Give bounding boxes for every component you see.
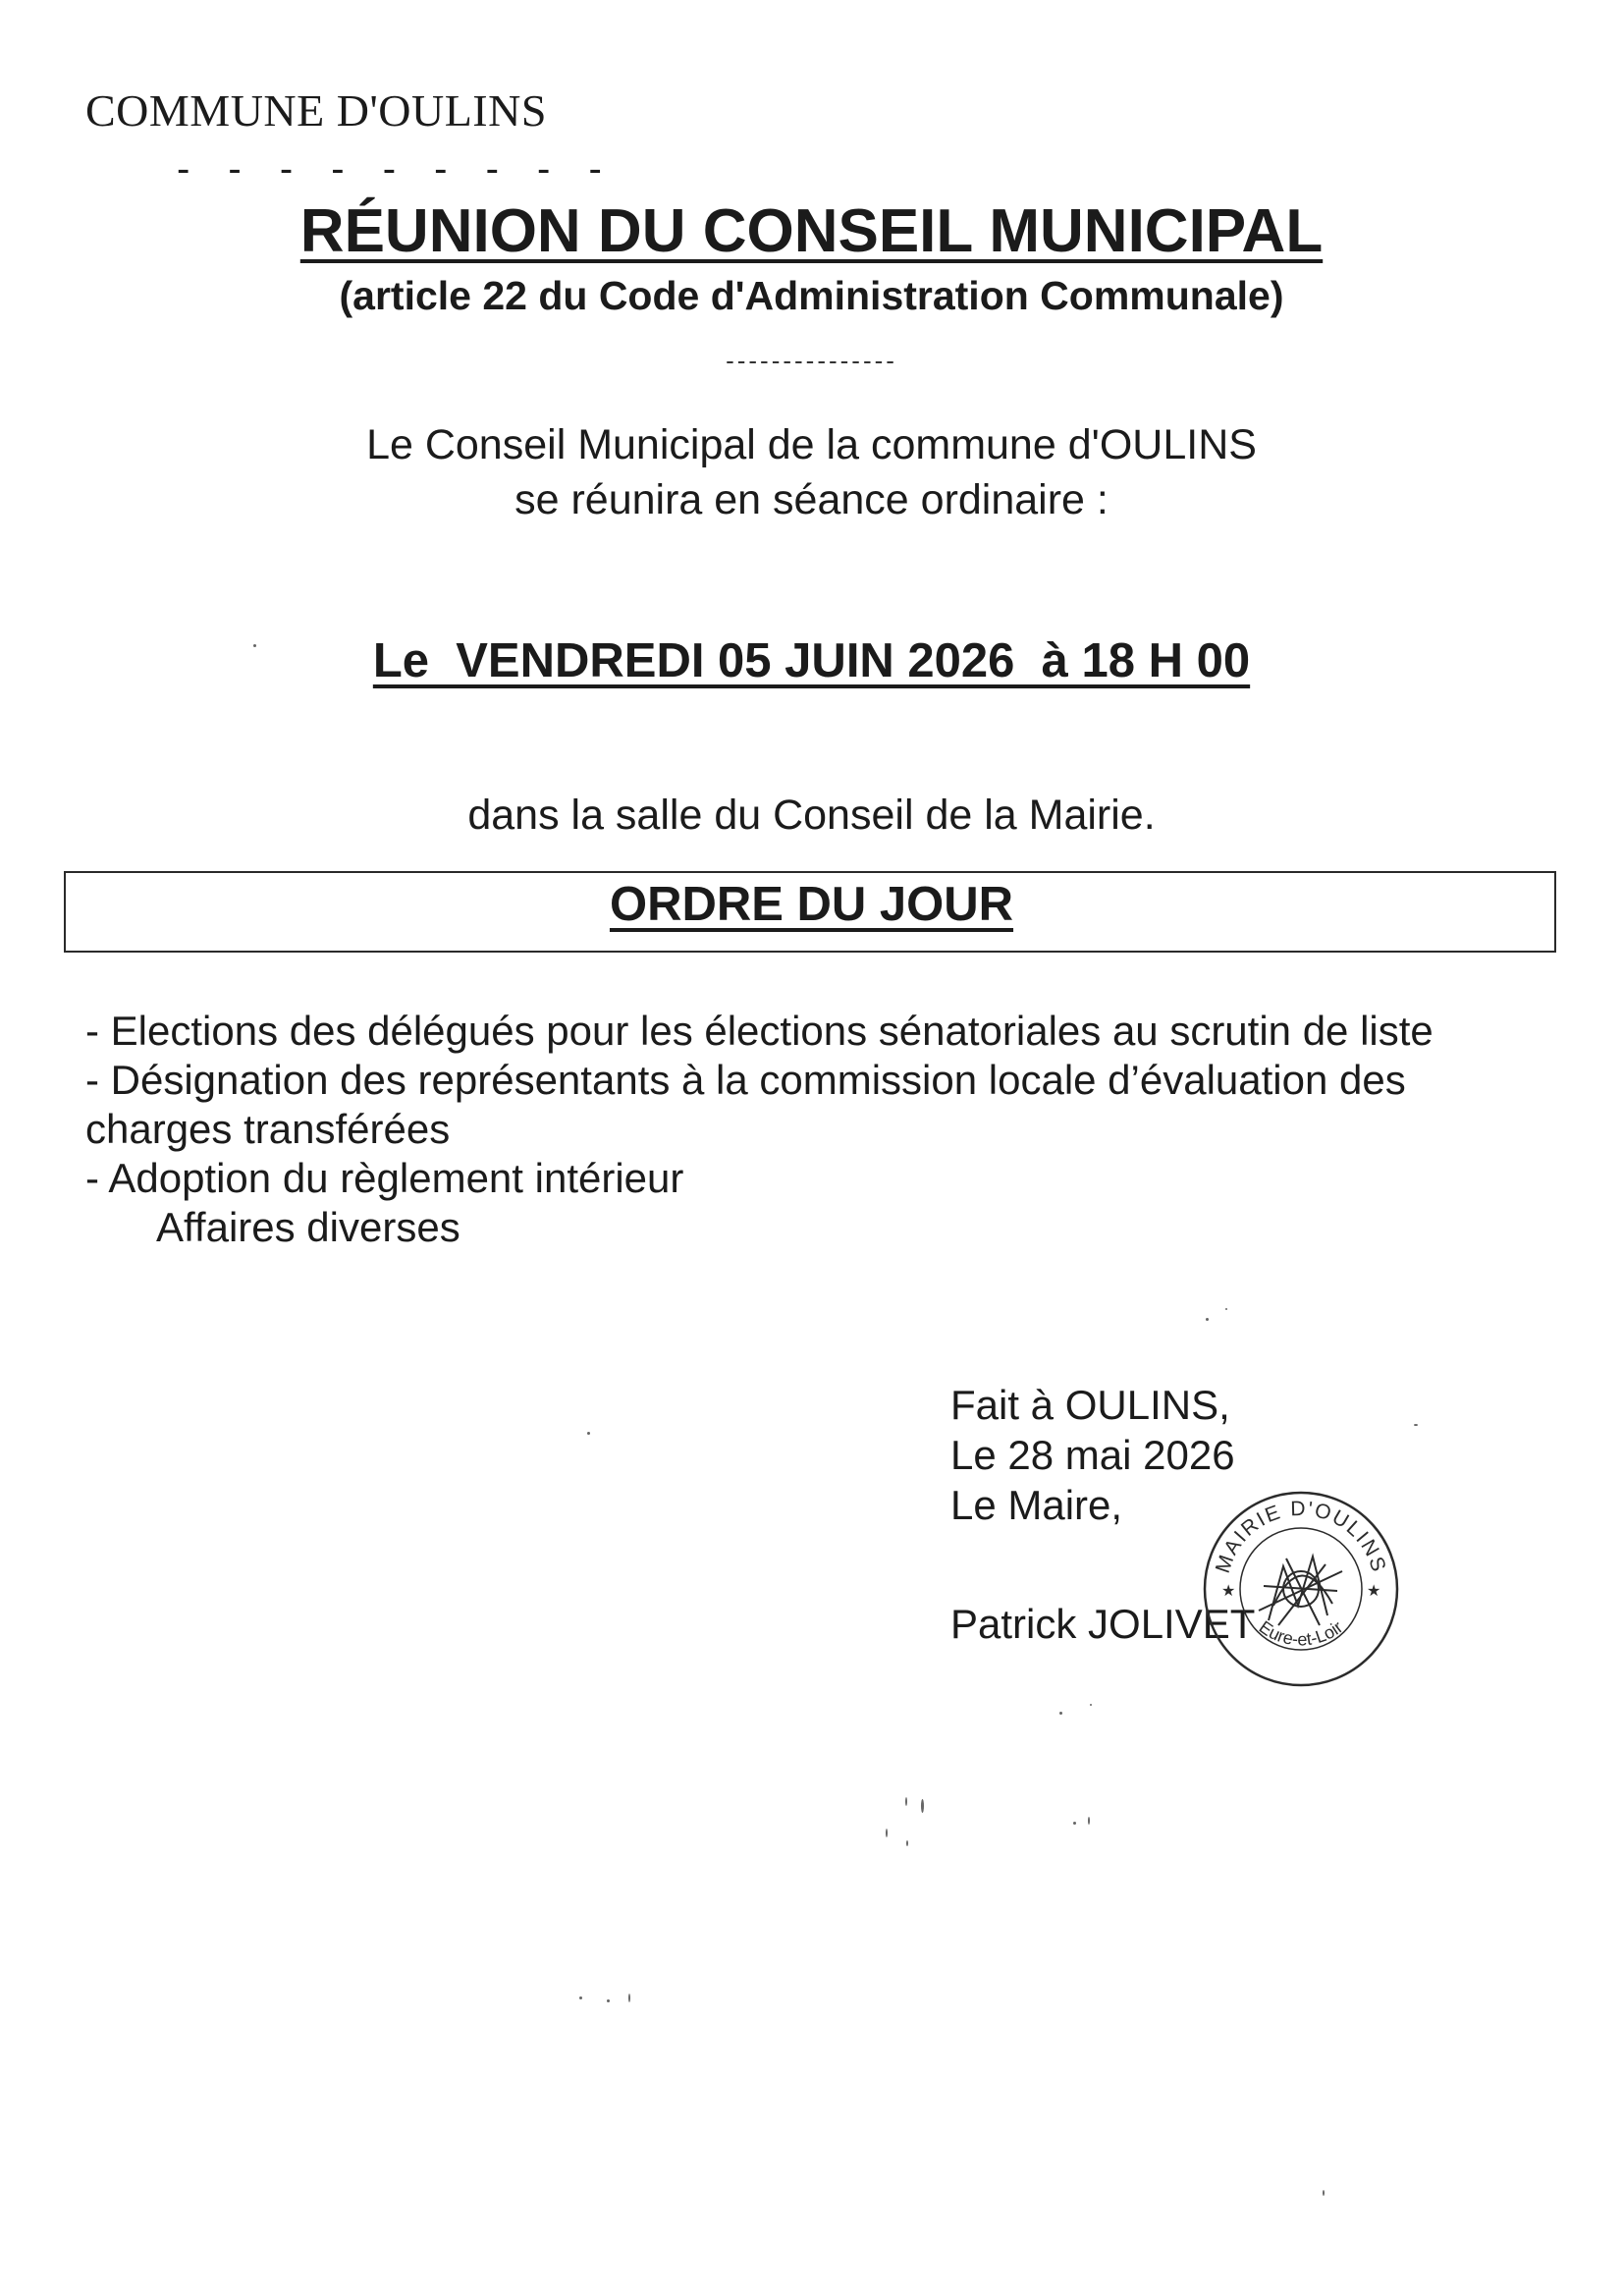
scan-speck <box>1206 1318 1209 1321</box>
scan-speck <box>906 1840 908 1846</box>
document-title <box>0 196 1623 266</box>
scan-speck <box>1414 1424 1418 1426</box>
scan-speck <box>253 644 256 647</box>
agenda-item: - Désignation des représentants à la commission locale d’évaluation des <box>85 1057 1406 1103</box>
scan-speck <box>579 1996 582 1999</box>
scan-speck <box>921 1799 924 1813</box>
mairie-stamp-icon <box>1200 1488 1402 1690</box>
svg-text:Eure-et-Loir: Eure-et-Loir <box>1255 1616 1347 1650</box>
document-title-text: RÉUNION DU CONSEIL MUNICIPAL <box>299 197 1324 265</box>
agenda-item: - Adoption du règlement intérieur <box>85 1155 684 1201</box>
scan-speck <box>1088 1817 1090 1825</box>
scan-speck <box>886 1829 888 1837</box>
agenda-list <box>85 1007 1558 1252</box>
subtitle-separator: --------------- <box>726 346 897 375</box>
meeting-date-text: Le VENDREDI 05 JUIN 2026 à 18 H 00 <box>372 634 1251 687</box>
scan-speck <box>1323 2190 1325 2196</box>
scan-speck <box>1225 1308 1227 1310</box>
svg-text:★: ★ <box>1221 1583 1236 1600</box>
agenda-item: - Elections des délégués pour les élections sénatoriales au scrutin de liste <box>85 1008 1434 1054</box>
intro-line-2: se réunira en séance ordinaire : <box>514 476 1109 523</box>
signature-date: Le 28 mai 2026 <box>950 1432 1235 1478</box>
agenda-item-continuation: charges transférées <box>85 1106 451 1152</box>
agenda-heading-text: ORDRE DU JOUR <box>609 878 1014 931</box>
scan-speck <box>628 1994 630 2002</box>
scan-speck <box>587 1432 590 1435</box>
agenda-item: Affaires diverses <box>156 1204 460 1250</box>
scan-speck <box>905 1797 907 1806</box>
scan-speck <box>1073 1822 1076 1825</box>
meeting-date <box>0 633 1623 688</box>
intro-line-1: Le Conseil Municipal de la commune d'OULINS <box>366 421 1257 468</box>
commune-name: COMMUNE D'OULINS <box>85 85 547 136</box>
scan-speck <box>1090 1704 1092 1706</box>
signature-name: Patrick JOLIVET <box>950 1601 1256 1647</box>
intro-paragraph <box>0 417 1623 527</box>
scan-speck <box>1059 1712 1062 1715</box>
document-subtitle: (article 22 du Code d'Administration Communale) <box>339 273 1284 318</box>
header-separator: - - - - - - - - - <box>177 147 616 191</box>
signature-role: Le Maire, <box>950 1482 1123 1528</box>
agenda-heading <box>0 877 1623 932</box>
svg-text:MAIRIE D'OULINS: MAIRIE D'OULINS <box>1211 1497 1391 1576</box>
meeting-place: dans la salle du Conseil de la Mairie. <box>467 792 1156 839</box>
signature-place: Fait à OULINS, <box>950 1382 1230 1428</box>
svg-text:★: ★ <box>1367 1583 1381 1600</box>
scan-speck <box>607 1999 610 2002</box>
